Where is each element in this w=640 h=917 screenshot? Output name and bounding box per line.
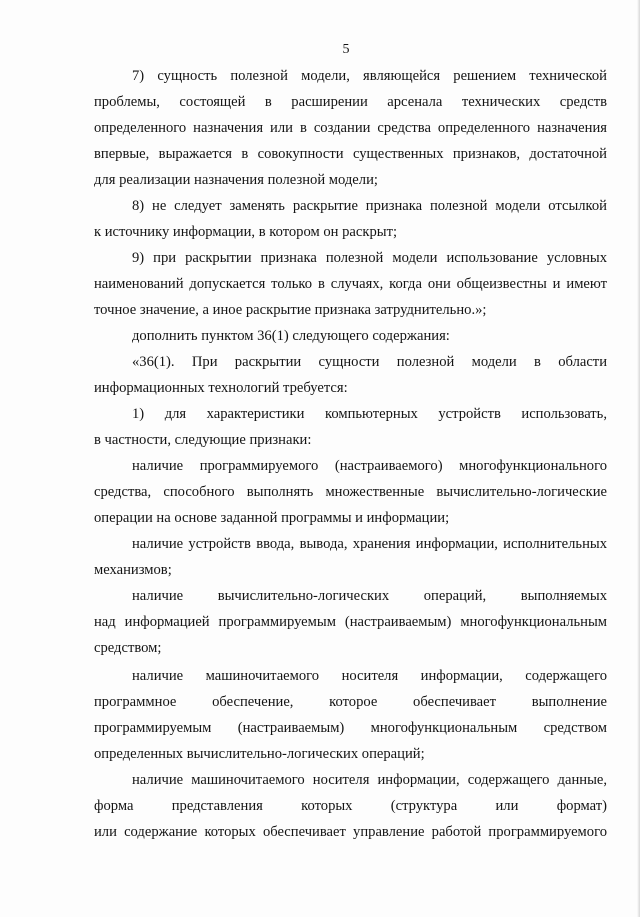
text-line: впервые, выражается в совокупности существенных признаков, достаточной [94,146,607,162]
text-line: или содержание которых обеспечивает управление работой программируемого [94,824,607,840]
text-line: 8) не следует заменять раскрытие признака полезной модели отсылкой [132,198,607,214]
text-line: программируемым (настраиваемым) многофункциональным средством [94,720,607,736]
text-line: средства, способного выполнять множественные вычислительно-логические [94,484,607,500]
text-line: точное значение, а иное раскрытие признака затруднительно.»; [94,302,487,318]
text-line: программное обеспечение, которое обеспечивает выполнение [94,694,607,710]
text-line: информационных технологий требуется: [94,380,348,396]
text-line: форма представления которых (структура или формат) [94,798,607,814]
text-line: наличие машиночитаемого носителя информации, содержащего [132,668,607,684]
page-number: 5 [342,42,350,57]
text-line: наличие машиночитаемого носителя информации, содержащего данные, [132,772,607,788]
text-line: определенных вычислительно-логических операций; [94,746,425,762]
text-line: определенного назначения или в создании средства определенного назначения [94,120,607,136]
text-line: проблемы, состоящей в расширении арсенала технических средств [94,94,607,110]
text-line: в частности, следующие признаки: [94,432,312,448]
text-line: к источнику информации, в котором он раскрыт; [94,224,398,240]
text-line: наименований допускается только в случаях, когда они общеизвестны и имеют [94,276,607,292]
text-line: 7) сущность полезной модели, являющейся решением технической [132,68,607,84]
text-line: механизмов; [94,562,172,578]
text-line: над информацией программируемым (настраиваемым) многофункциональным [94,614,607,630]
text-line: средством; [94,640,162,656]
text-line: операции на основе заданной программы и информации; [94,510,450,526]
text-line: наличие устройств ввода, вывода, хранения информации, исполнительных [132,536,607,552]
text-line: для реализации назначения полезной модели; [94,172,378,188]
text-line: 1) для характеристики компьютерных устройств использовать, [132,406,607,422]
text-line: «36(1). При раскрытии сущности полезной модели в области [132,354,607,370]
text-line: наличие вычислительно-логических операций, выполняемых [132,588,607,604]
text-line: наличие программируемого (настраиваемого) многофункционального [132,458,607,474]
text-line: 9) при раскрытии признака полезной модели использование условных [132,250,607,266]
text-line: дополнить пунктом 36(1) следующего содержания: [132,328,450,344]
